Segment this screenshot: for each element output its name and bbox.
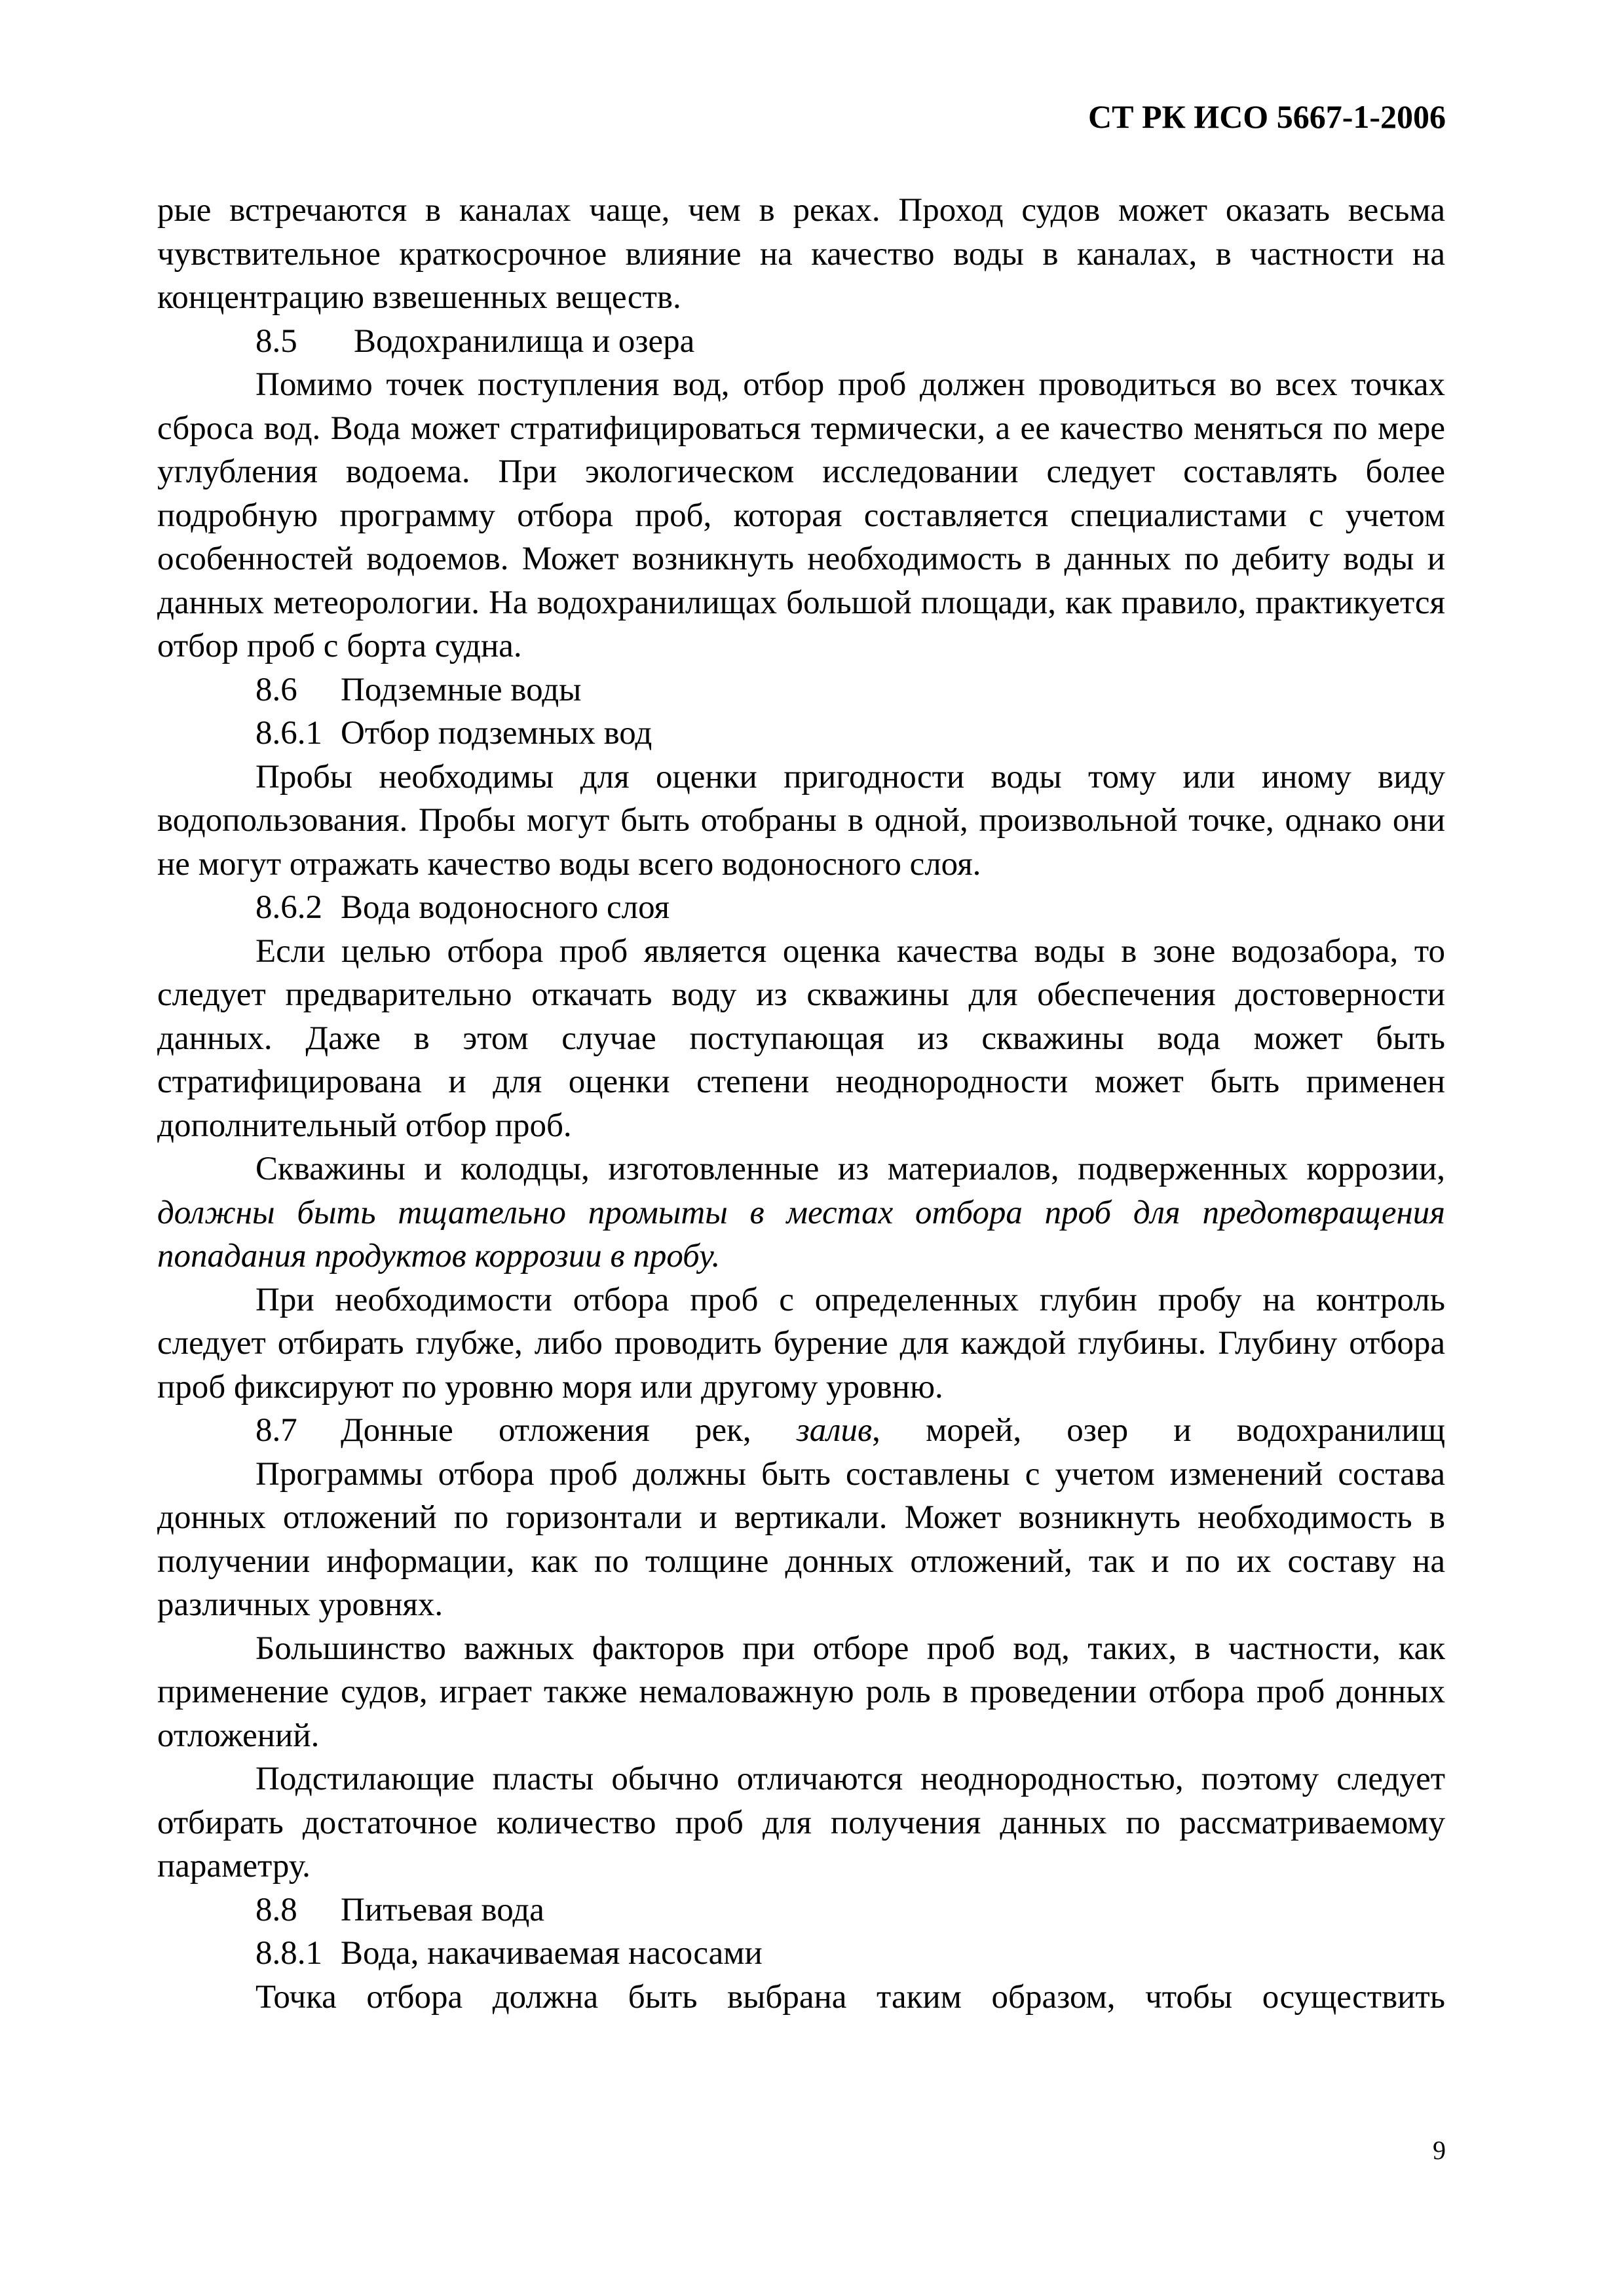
section-heading-8-8-1 xyxy=(157,1932,1445,1976)
section-title: Питьевая вода xyxy=(341,1891,544,1928)
italic-text: должны быть тщательно промыты в местах отбора проб для предотвращения попадания продуктов коррозии в пробу. xyxy=(157,1194,1445,1274)
section-title: Отбор подземных вод xyxy=(341,715,652,752)
section-title-italic: залив xyxy=(796,1412,873,1449)
section-title: Вода водоносного слоя xyxy=(341,889,670,926)
page-number: 9 xyxy=(1433,2135,1446,2165)
paragraph-bottom-sediments-programs: Программы отбора проб должны быть составлены с учетом изменений состава донных отложений по горизонтали и вертикали. Может возникнуть необходимость в получении информации, как по толщине донных отложений, так и по их составу на различных уровнях. xyxy=(157,1455,1445,1623)
paragraph-depth-sampling: При необходимости отбора проб с определенных глубин пробу на контроль следует отбирать глубже, либо проводить бурение для каждой глубины. Глубину отбора проб фиксируют по уровню моря или другому уровню. xyxy=(157,1281,1445,1406)
paragraph-sampling-point: Точка отбора должна быть выбрана таким образом, чтобы осуществить xyxy=(255,1978,1445,2016)
section-heading-8-6-1 xyxy=(157,712,1445,756)
section-title-part: Донные отложения рек, xyxy=(341,1412,797,1449)
paragraph-groundwater-sampling: Пробы необходимы для оценки пригодности воды тому или иному виду водопользования. Пробы могут быть отобраны в одной, произвольной точке, однако они не могут отражать качество воды всего водоносного слоя. xyxy=(157,758,1445,883)
section-heading-8-7 xyxy=(157,1409,1445,1453)
section-title-part: , морей, озер и водохранилищ xyxy=(872,1412,1445,1449)
section-heading-8-5 xyxy=(157,320,1445,364)
section-number: 8.6.2 xyxy=(255,889,322,926)
section-number: 8.5 xyxy=(255,322,297,360)
paragraph-text: Скважины и колодцы, изготовленные из материалов, подверженных коррозии, xyxy=(255,1151,1445,1187)
section-title: Водохранилища и озера xyxy=(354,322,695,360)
page-body xyxy=(157,189,1445,2019)
section-heading-8-8 xyxy=(157,1888,1445,1932)
section-number: 8.6 xyxy=(255,671,297,708)
section-number: 8.8.1 xyxy=(255,1935,322,1972)
section-heading-8-6-2 xyxy=(157,886,1445,930)
section-heading-8-6 xyxy=(157,668,1445,712)
paragraph-reservoirs: Помимо точек поступления вод, отбор проб должен проводиться во всех точках сброса вод. Вода может стратифицироваться термически, а ее качество меняться по мере углубления водоема. При экологическом исследовании следует составлять более подробную программу отбора проб, которая составляется специалистами с учетом особенностей водоемов. Может возникнуть необходимость в данных по дебиту воды и данных метеорологии. На водохранилищах большой площади, как правило, практикуется отбор проб с борта судна. xyxy=(157,366,1445,664)
section-title: Подземные воды xyxy=(341,671,582,708)
section-number: 8.6.1 xyxy=(255,715,322,752)
section-number: 8.7 xyxy=(255,1412,297,1449)
paragraph-underlying-layers: Подстилающие пласты обычно отличаются неоднородностью, поэтому следует отбирать достаточное количество проб для получения данных по рассматриваемому параметру. xyxy=(157,1761,1445,1885)
section-number: 8.8 xyxy=(255,1891,297,1928)
paragraph-canals-continued: рые встречаются в каналах чаще, чем в реках. Проход судов может оказать весьма чувствительное краткосрочное влияние на качество воды в каналах, в частности на концентрацию взвешенных веществ. xyxy=(157,192,1445,316)
section-title: Вода, накачиваемая насосами xyxy=(341,1935,763,1972)
paragraph-aquifer-water: Если целью отбора проб является оценка качества воды в зоне водозабора, то следует предварительно откачать воду из скважины для обеспечения достоверности данных. Даже в этом случае поступающая из скважины вода может быть стратифицирована и для оценки степени неоднородности может быть применен дополнительный отбор проб. xyxy=(157,932,1445,1144)
paragraph-important-factors: Большинство важных факторов при отборе проб вод, таких, в частности, как применение судов, играет также немаловажную роль в проведении отбора проб донных отложений. xyxy=(157,1630,1445,1754)
paragraph-wells-corrosion xyxy=(157,1147,1445,1278)
document-header-id: СТ РК ИСО 5667-1-2006 xyxy=(1088,98,1446,135)
